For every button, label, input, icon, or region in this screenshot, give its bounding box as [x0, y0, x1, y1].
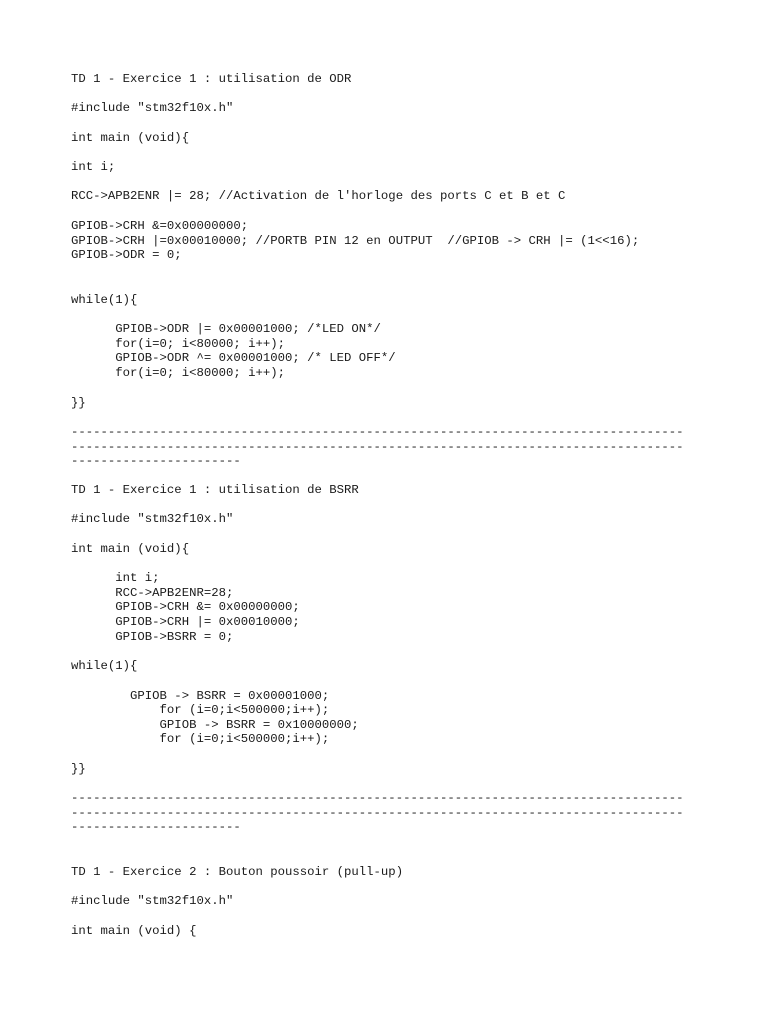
code-line: for (i=0;i<500000;i++);: [71, 732, 330, 746]
code-line: GPIOB->CRH &=0x00000000;: [71, 219, 249, 233]
separator-line: -----------------------: [71, 820, 241, 834]
code-line: GPIOB->ODR = 0;: [71, 248, 182, 262]
section-title-button: TD 1 - Exercice 2 : Bouton poussoir (pull-up): [71, 865, 404, 879]
code-line: GPIOB->CRH |=0x00010000; //PORTB PIN 12 en OUTPUT //GPIOB -> CRH |= (1<<16);: [71, 234, 640, 248]
code-line: #include "stm32f10x.h": [71, 512, 234, 526]
code-line: GPIOB -> BSRR = 0x10000000;: [71, 718, 359, 732]
code-line: for (i=0;i<500000;i++);: [71, 703, 330, 717]
code-line: GPIOB -> BSRR = 0x00001000;: [71, 689, 330, 703]
code-line: int i;: [71, 160, 116, 174]
code-line: GPIOB->ODR ^= 0x00001000; /* LED OFF*/: [71, 351, 396, 365]
separator-line: -----------------------------------------------------------------------------------: [71, 440, 684, 454]
code-line: GPIOB->CRH &= 0x00000000;: [71, 600, 300, 614]
code-line: for(i=0; i<80000; i++);: [71, 366, 286, 380]
code-line: int main (void){: [71, 131, 190, 145]
separator-line: -----------------------------------------------------------------------------------: [71, 806, 684, 820]
code-line: GPIOB->ODR |= 0x00001000; /*LED ON*/: [71, 322, 381, 336]
code-line: int main (void) {: [71, 924, 197, 938]
code-line: while(1){: [71, 293, 138, 307]
code-line: #include "stm32f10x.h": [71, 894, 234, 908]
separator-line: -----------------------------------------------------------------------------------: [71, 791, 684, 805]
code-line: int main (void){: [71, 542, 190, 556]
code-line: #include "stm32f10x.h": [71, 101, 234, 115]
section-title-bsrr: TD 1 - Exercice 1 : utilisation de BSRR: [71, 483, 359, 497]
code-line: }}: [71, 396, 86, 410]
code-line: int i;: [71, 571, 160, 585]
separator-line: -----------------------------------------------------------------------------------: [71, 425, 684, 439]
code-line: RCC->APB2ENR |= 28; //Activation de l'horloge des ports C et B et C: [71, 189, 566, 203]
code-line: RCC->APB2ENR=28;: [71, 586, 234, 600]
code-line: for(i=0; i<80000; i++);: [71, 337, 286, 351]
code-line: while(1){: [71, 659, 138, 673]
section-title-odr: TD 1 - Exercice 1 : utilisation de ODR: [71, 72, 352, 86]
code-line: }}: [71, 762, 86, 776]
code-line: GPIOB->BSRR = 0;: [71, 630, 234, 644]
separator-line: -----------------------: [71, 454, 241, 468]
code-line: GPIOB->CRH |= 0x00010000;: [71, 615, 300, 629]
